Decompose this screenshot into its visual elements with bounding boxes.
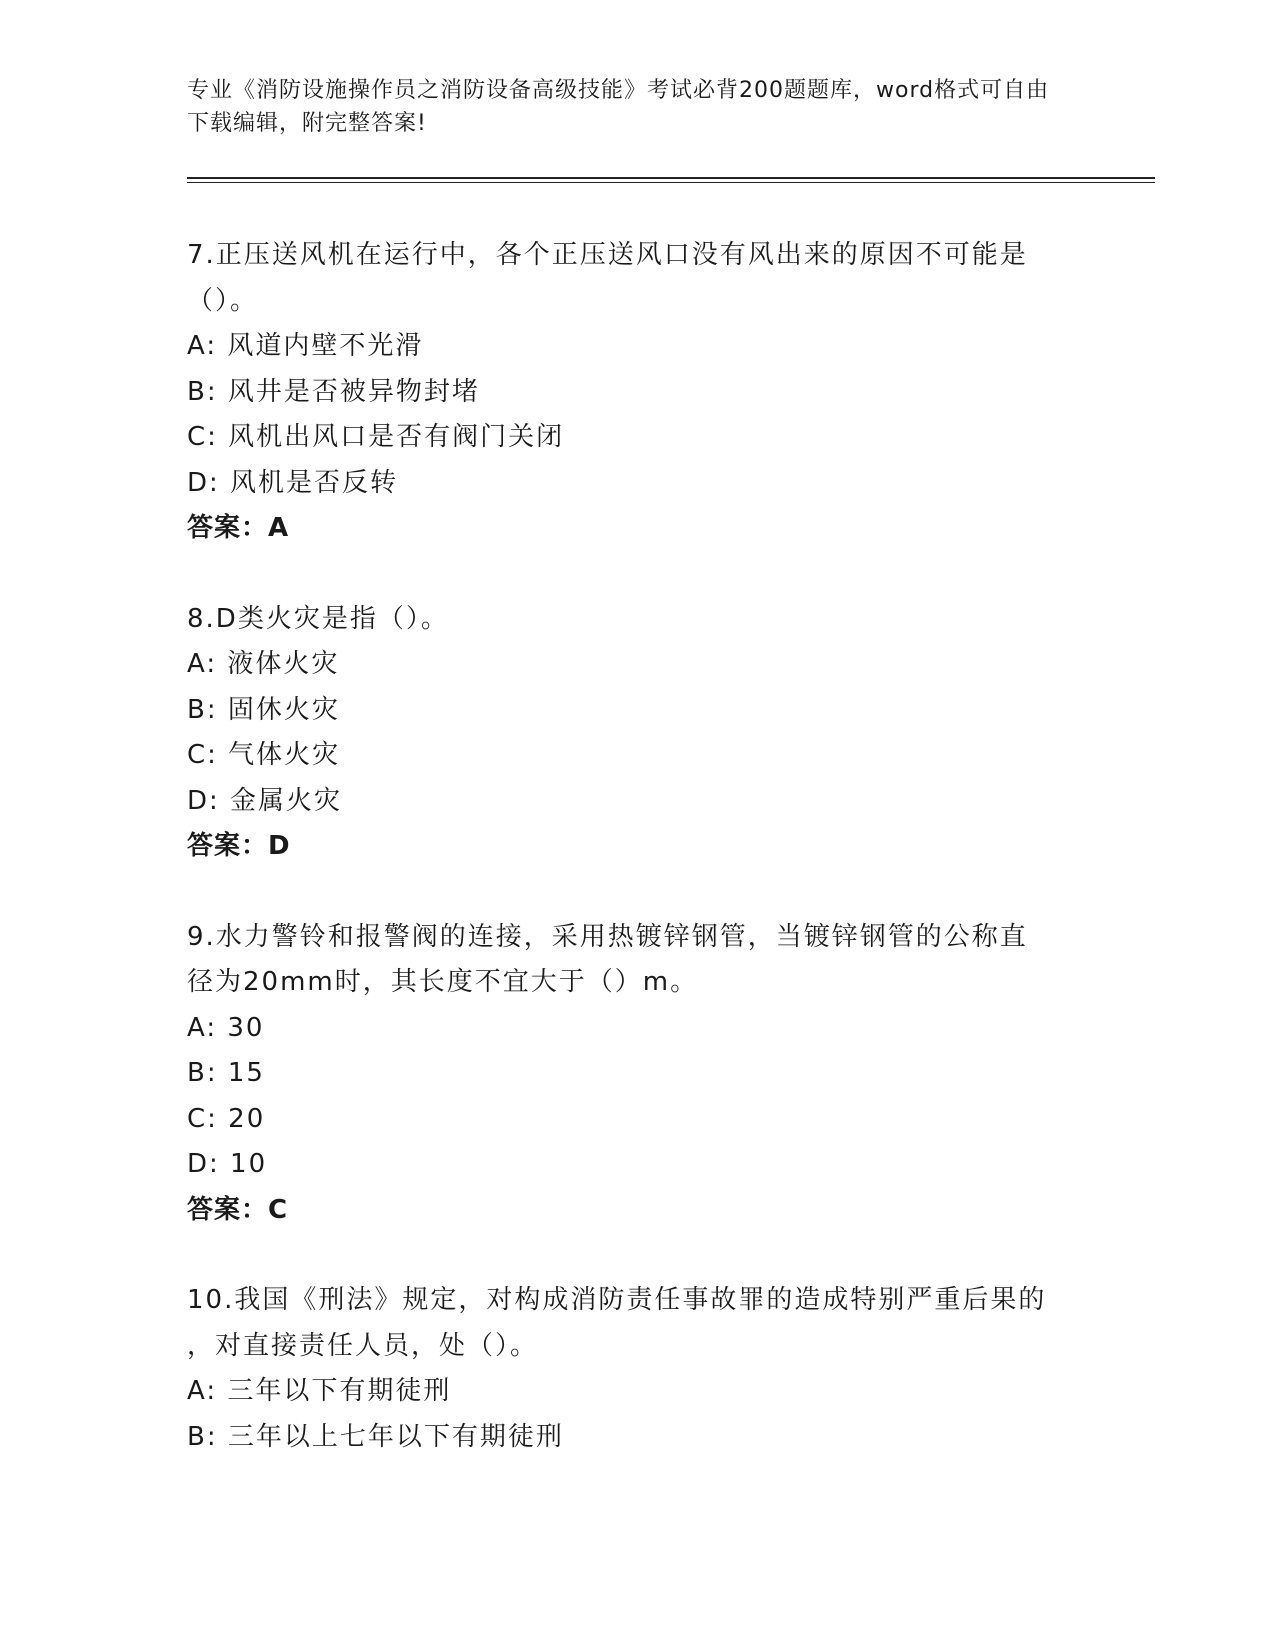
option-c: C: 气体火灾 [187,740,341,770]
header-divider-thin [187,182,1155,183]
question-stem-continued: （）。 [187,285,259,316]
answer-key: 答案：A [187,513,290,543]
answer-key: 答案：D [187,831,291,861]
option-a: A: 风道内壁不光滑 [187,331,424,361]
option-d: D: 金属火灾 [187,785,343,816]
option-c: C: 风机出风口是否有阀门关闭 [187,422,565,452]
question-stem-continued: ，对直接责任人员，处（）。 [187,1330,539,1361]
option-d: D: 风机是否反转 [187,467,399,498]
question-stem: 10.我国《刑法》规定，对构成消防责任事故罪的造成特别严重后果的 [187,1285,1047,1315]
question-9 [187,915,1087,1234]
option-b: B: 固休火灾 [187,694,340,725]
option-a: A: 液体火灾 [187,649,340,679]
header-divider [187,177,1155,179]
document-header: 专业《消防设施操作员之消防设备高级技能》考试必背200题题库，word格式可自由下载编辑，附完整答案! [187,78,1050,136]
question-stem-continued: 径为20mm时，其长度不宜大于（）m。 [187,967,699,997]
option-b: B: 风井是否被异物封堵 [187,376,480,407]
option-c: C: 20 [187,1103,266,1134]
option-b: B: 三年以上七年以下有期徒刑 [187,1421,564,1452]
answer-key: 答案：C [187,1194,289,1225]
option-b: B: 15 [187,1058,265,1088]
question-stem: 8.D类火灾是指（）。 [187,603,449,634]
question-stem: 7.正压送风机在运行中，各个正压送风口没有风出来的原因不可能是 [187,240,1028,270]
question-stem: 9.水力警铃和报警阀的连接，采用热镀锌钢管，当镀锌钢管的公称直 [187,921,1028,952]
option-a: A: 30 [187,1012,265,1043]
option-a: A: 三年以下有期徒刑 [187,1376,452,1406]
option-d: D: 10 [187,1149,268,1179]
question-8 [187,597,1087,870]
question-list [187,233,1087,1505]
question-7 [187,233,1087,552]
question-10 [187,1278,1087,1460]
